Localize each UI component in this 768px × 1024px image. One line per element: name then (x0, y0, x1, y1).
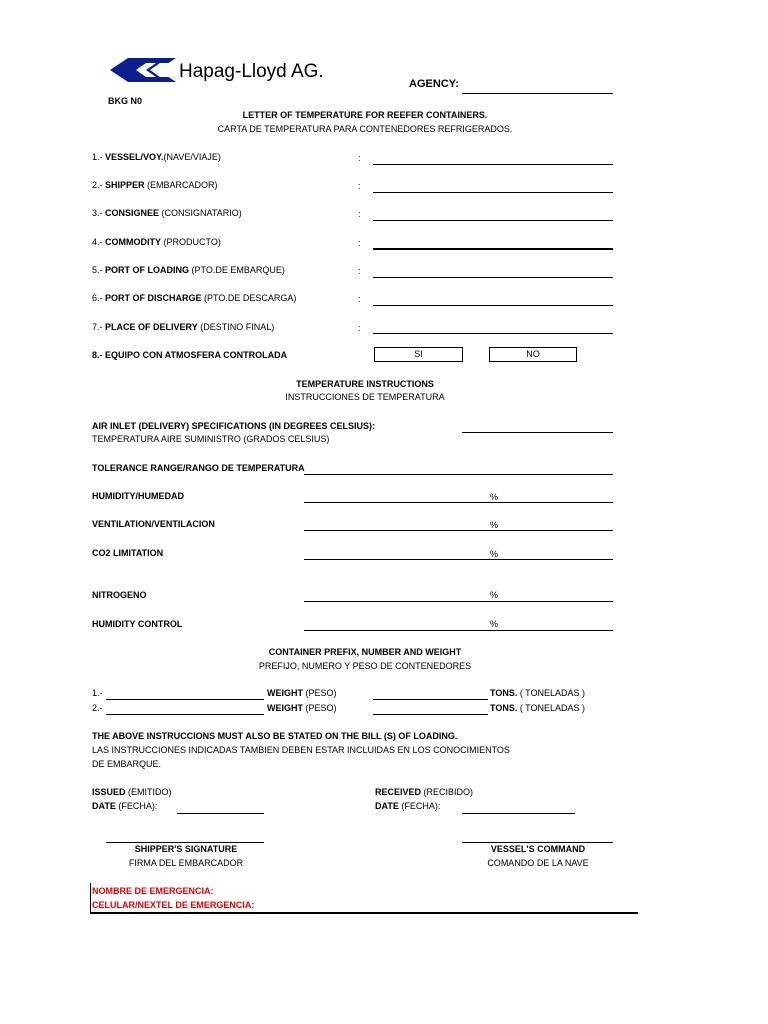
issued-label: ISSUED (EMITIDO) (92, 787, 172, 797)
shipper-signature-label-es: FIRMA DEL EMBARCADOR (128, 858, 244, 868)
title-es: CARTA DE TEMPERATURA PARA CONTENEDORES REFRIGERADOS. (217, 124, 513, 134)
emergency-name-label: NOMBRE DE EMERGENCIA: (92, 886, 214, 896)
weight-label: WEIGHT (PESO) (267, 703, 337, 713)
port-of-discharge-input[interactable] (373, 305, 613, 306)
ventilation-input[interactable] (304, 530, 613, 531)
field-label: 4.- COMMODITY (PRODUCTO) (92, 237, 221, 247)
emergency-phone-label: CELULAR/NEXTEL DE EMERGENCIA: (92, 900, 255, 910)
weight-input[interactable] (373, 699, 488, 700)
container-number-input[interactable] (106, 714, 264, 715)
emergency-bottom-rule (90, 912, 638, 914)
emergency-box-left-border (90, 883, 91, 913)
received-date-input[interactable] (462, 813, 575, 814)
agency-label: AGENCY: (409, 78, 459, 90)
container-title-en: CONTAINER PREFIX, NUMBER AND WEIGHT (268, 647, 462, 657)
vessel-command-line[interactable] (462, 842, 613, 843)
tolerance-label: TOLERANCE RANGE/RANGO DE TEMPERATURA (92, 463, 305, 473)
vessel-command-label: VESSEL'S COMMAND (490, 844, 586, 854)
tolerance-input[interactable] (304, 474, 613, 475)
nitrogeno-input[interactable] (304, 601, 613, 602)
field-colon: : (358, 238, 361, 248)
received-date-label: DATE (FECHA): (375, 801, 441, 811)
company-name: Hapag-Lloyd AG. (179, 61, 324, 82)
co2-limitation-label: CO2 LIMITATION (92, 548, 164, 558)
field-label: 3.- CONSIGNEE (CONSIGNATARIO) (92, 208, 242, 218)
consignee-input[interactable] (373, 220, 613, 221)
commodity-input[interactable] (373, 248, 613, 250)
agency-input-line[interactable] (462, 93, 613, 94)
field-colon: : (358, 323, 361, 333)
vessel-command-label-es: COMANDO DE LA NAVE (487, 858, 589, 868)
co2-limitation-input[interactable] (304, 559, 613, 560)
no-checkbox[interactable]: NO (489, 347, 577, 362)
container-title-es: PREFIJO, NUMERO Y PESO DE CONTENEDORES (258, 661, 472, 671)
shipper-signature-label: SHIPPER'S SIGNATURE (134, 844, 238, 854)
field-colon: : (358, 153, 361, 163)
shipper-signature-line[interactable] (106, 842, 264, 843)
weight-label: WEIGHT (PESO) (267, 688, 337, 698)
temp-instructions-en: TEMPERATURE INSTRUCTIONS (296, 379, 434, 389)
hapag-lloyd-logo-icon (110, 58, 178, 82)
field-label: 2.- SHIPPER (EMBARCADOR) (92, 180, 218, 190)
field-colon: : (358, 181, 361, 191)
percent-sign: % (490, 590, 499, 600)
row-number: 1.- (92, 688, 103, 698)
field-colon: : (358, 294, 361, 304)
field-label: 6.- PORT OF DISCHARGE (PTO.DE DESCARGA) (92, 293, 297, 303)
field-label: 7.- PLACE OF DELIVERY (DESTINO FINAL) (92, 322, 275, 332)
received-label: RECEIVED (RECIBIDO) (375, 787, 474, 797)
field-label: 1.- VESSEL/VOY.(NAVE/VIAJE) (92, 152, 221, 162)
humidity-control-input[interactable] (304, 630, 613, 631)
notice-es-line-2: DE EMBARQUE. (92, 759, 162, 769)
controlled-atmosphere-label: 8.- EQUIPO CON ATMOSFERA CONTROLADA (92, 350, 288, 360)
air-inlet-label: AIR INLET (DELIVERY) SPECIFICATIONS (IN DEGREES CELSIUS): (92, 421, 376, 431)
humidity-label: HUMIDITY/HUMEDAD (92, 491, 184, 501)
field-colon: : (358, 266, 361, 276)
row-number: 2.- (92, 703, 103, 713)
field-colon: : (358, 209, 361, 219)
ventilation-label: VENTILATION/VENTILACION (92, 519, 215, 529)
container-number-input[interactable] (106, 699, 264, 700)
field-label: 5.- PORT OF LOADING (PTO.DE EMBARQUE) (92, 265, 285, 275)
notice-es-line-1: LAS INSTRUCCIONES INDICADAS TAMBIEN DEBEN ESTAR INCLUIDAS EN LOS CONOCIMIENTOS (92, 745, 510, 755)
notice-en: THE ABOVE INSTRUCCIONS MUST ALSO BE STATED ON THE BILL (S) OF LOADING. (92, 731, 458, 741)
humidity-input[interactable] (304, 502, 613, 503)
percent-sign: % (490, 549, 499, 559)
vessel-voy-input[interactable] (373, 164, 613, 165)
bkg-label: BKG N0 (108, 96, 143, 106)
temp-instructions-es: INSTRUCCIONES DE TEMPERATURA (285, 392, 445, 402)
port-of-loading-input[interactable] (373, 277, 613, 278)
weight-input[interactable] (373, 714, 488, 715)
tons-label: TONS. ( TONELADAS ) (490, 703, 586, 713)
issued-date-input[interactable] (177, 813, 264, 814)
humidity-control-label: HUMIDITY CONTROL (92, 619, 183, 629)
yes-checkbox[interactable]: SI (374, 347, 463, 362)
air-inlet-label-es: TEMPERATURA AIRE SUMINISTRO (GRADOS CELSIUS) (92, 434, 330, 444)
shipper-input[interactable] (373, 192, 613, 193)
percent-sign: % (490, 520, 499, 530)
nitrogeno-label: NITROGENO (92, 590, 147, 600)
issued-date-label: DATE (FECHA): (92, 801, 158, 811)
percent-sign: % (490, 492, 499, 502)
air-inlet-input[interactable] (462, 432, 613, 433)
tons-label: TONS. ( TONELADAS ) (490, 688, 586, 698)
place-of-delivery-input[interactable] (373, 333, 613, 334)
percent-sign: % (490, 619, 499, 629)
title-en: LETTER OF TEMPERATURE FOR REEFER CONTAINERS. (242, 110, 488, 120)
